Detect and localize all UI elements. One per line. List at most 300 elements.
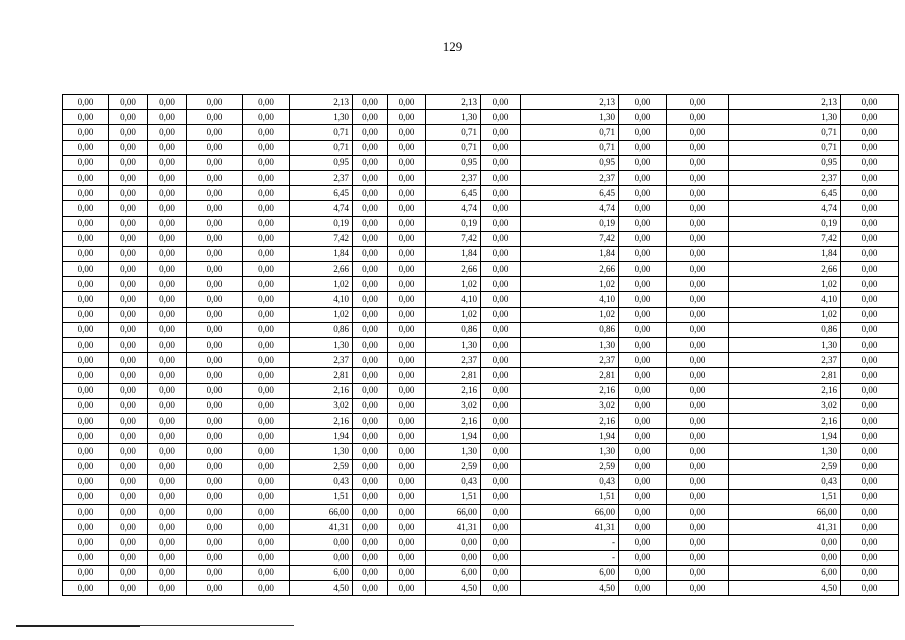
table-cell: 0,00 bbox=[187, 262, 243, 277]
table-cell: 0,95 bbox=[290, 155, 353, 170]
table-cell: 0,00 bbox=[353, 201, 388, 216]
table-cell: 0,00 bbox=[388, 216, 426, 231]
table-cell: 0,00 bbox=[148, 444, 187, 459]
table-cell: 0,00 bbox=[187, 581, 243, 596]
table-cell: 0,71 bbox=[729, 125, 841, 140]
table-cell: 0,00 bbox=[667, 489, 729, 504]
table-row bbox=[63, 383, 899, 398]
table-cell: 0,00 bbox=[388, 413, 426, 428]
table-cell: 0,00 bbox=[667, 292, 729, 307]
table-cell: 0,00 bbox=[841, 338, 899, 353]
table-cell: 0,00 bbox=[841, 231, 899, 246]
table-cell: 0,00 bbox=[148, 520, 187, 535]
table-cell: 0,00 bbox=[841, 429, 899, 444]
table-cell: 0,00 bbox=[109, 125, 148, 140]
table-cell: 0,00 bbox=[187, 186, 243, 201]
table-cell: 3,02 bbox=[290, 398, 353, 413]
table-cell: 0,00 bbox=[353, 277, 388, 292]
table-cell: 1,30 bbox=[521, 444, 619, 459]
table-cell: 1,51 bbox=[521, 489, 619, 504]
table-cell: 0,00 bbox=[481, 277, 521, 292]
table-cell: 0,00 bbox=[667, 110, 729, 125]
table-cell: 0,00 bbox=[841, 216, 899, 231]
table-cell: 0,00 bbox=[148, 170, 187, 185]
table-cell: 0,00 bbox=[481, 474, 521, 489]
table-cell: 0,00 bbox=[841, 550, 899, 565]
table-cell: 0,00 bbox=[353, 262, 388, 277]
table-cell: 0,00 bbox=[619, 246, 667, 261]
table-cell: 0,00 bbox=[667, 201, 729, 216]
table-cell: 0,00 bbox=[619, 307, 667, 322]
table-cell: 4,74 bbox=[521, 201, 619, 216]
table-cell: 0,00 bbox=[187, 338, 243, 353]
table-cell: 0,00 bbox=[388, 444, 426, 459]
table-cell: 0,00 bbox=[481, 262, 521, 277]
table-cell: 0,00 bbox=[388, 292, 426, 307]
table-cell: 0,86 bbox=[729, 322, 841, 337]
table-cell: 0,00 bbox=[148, 398, 187, 413]
table-cell: 0,00 bbox=[148, 459, 187, 474]
table-cell: 0,00 bbox=[243, 505, 290, 520]
table-cell: 0,00 bbox=[388, 231, 426, 246]
table-cell: 1,30 bbox=[426, 338, 481, 353]
table-cell: 0,00 bbox=[109, 565, 148, 580]
table-cell: 1,51 bbox=[290, 489, 353, 504]
table-cell: 0,00 bbox=[63, 216, 109, 231]
table-cell: 0,00 bbox=[388, 489, 426, 504]
table-cell: 0,00 bbox=[187, 550, 243, 565]
table-cell: 0,00 bbox=[109, 95, 148, 110]
table-cell: 0,00 bbox=[667, 520, 729, 535]
table-cell: 0,00 bbox=[243, 231, 290, 246]
table-cell: 0,19 bbox=[426, 216, 481, 231]
table-cell: 0,00 bbox=[667, 231, 729, 246]
table-cell: 0,00 bbox=[63, 186, 109, 201]
table-row bbox=[63, 459, 899, 474]
table-cell: 0,00 bbox=[426, 550, 481, 565]
table-cell: 0,00 bbox=[481, 383, 521, 398]
table-cell: 0,00 bbox=[667, 505, 729, 520]
table-cell: 0,00 bbox=[667, 95, 729, 110]
table-cell: 0,00 bbox=[109, 307, 148, 322]
table-cell: 0,00 bbox=[109, 155, 148, 170]
table-cell: 0,00 bbox=[619, 474, 667, 489]
table-cell: 0,00 bbox=[109, 140, 148, 155]
table-cell: 2,81 bbox=[729, 368, 841, 383]
table-cell: 0,00 bbox=[619, 140, 667, 155]
table-cell: 0,00 bbox=[187, 307, 243, 322]
table-cell: 4,10 bbox=[521, 292, 619, 307]
table-cell: 0,00 bbox=[63, 489, 109, 504]
table-cell: 0,00 bbox=[353, 383, 388, 398]
table-cell: 0,00 bbox=[187, 444, 243, 459]
table-cell: 0,00 bbox=[187, 353, 243, 368]
table-cell: 0,00 bbox=[63, 459, 109, 474]
table-cell: 0,00 bbox=[109, 110, 148, 125]
table-cell: 0,00 bbox=[667, 338, 729, 353]
table-cell: 6,00 bbox=[426, 565, 481, 580]
table-cell: 0,00 bbox=[729, 535, 841, 550]
table-cell: 0,00 bbox=[388, 474, 426, 489]
table-cell: 4,74 bbox=[729, 201, 841, 216]
table-cell: 0,00 bbox=[353, 140, 388, 155]
table-row bbox=[63, 292, 899, 307]
table-cell: 0,00 bbox=[667, 474, 729, 489]
table-cell: 0,19 bbox=[729, 216, 841, 231]
table-cell: 0,00 bbox=[243, 353, 290, 368]
table-cell: 0,00 bbox=[481, 550, 521, 565]
table-cell: 0,00 bbox=[148, 565, 187, 580]
table-cell: 0,00 bbox=[353, 550, 388, 565]
table-row bbox=[63, 216, 899, 231]
table-row bbox=[63, 368, 899, 383]
table-cell: 0,00 bbox=[388, 277, 426, 292]
table-row bbox=[63, 307, 899, 322]
table-cell: 4,50 bbox=[521, 581, 619, 596]
table-cell: 0,00 bbox=[109, 353, 148, 368]
table-cell: 0,00 bbox=[63, 277, 109, 292]
table-cell: 0,00 bbox=[187, 155, 243, 170]
table-cell: 0,00 bbox=[243, 535, 290, 550]
table-cell: 0,00 bbox=[187, 368, 243, 383]
table-cell: 0,00 bbox=[187, 565, 243, 580]
table-row bbox=[63, 110, 899, 125]
table-cell: 0,00 bbox=[481, 429, 521, 444]
table-cell: 0,00 bbox=[388, 429, 426, 444]
table-cell: 0,00 bbox=[619, 444, 667, 459]
table-cell: 0,00 bbox=[243, 413, 290, 428]
table-cell: 0,00 bbox=[353, 95, 388, 110]
table-cell: 6,45 bbox=[521, 186, 619, 201]
table-cell: 0,00 bbox=[667, 459, 729, 474]
table-cell: 1,30 bbox=[426, 444, 481, 459]
table-cell: 0,00 bbox=[353, 292, 388, 307]
table-cell: 0,00 bbox=[481, 565, 521, 580]
table-cell: 1,30 bbox=[521, 110, 619, 125]
table-cell: 0,00 bbox=[841, 353, 899, 368]
table-cell: 0,00 bbox=[667, 307, 729, 322]
table-cell: 0,00 bbox=[109, 292, 148, 307]
table-cell: 0,71 bbox=[426, 125, 481, 140]
table-cell: 0,00 bbox=[109, 413, 148, 428]
table-cell: 0,00 bbox=[187, 413, 243, 428]
table-cell: 0,00 bbox=[148, 125, 187, 140]
table-cell: 0,00 bbox=[388, 262, 426, 277]
table-cell: 0,71 bbox=[290, 125, 353, 140]
table-cell: 2,37 bbox=[729, 353, 841, 368]
table-row bbox=[63, 338, 899, 353]
table-cell: 0,00 bbox=[388, 383, 426, 398]
table-cell: 0,00 bbox=[481, 201, 521, 216]
table-cell: 0,00 bbox=[109, 474, 148, 489]
table-cell: 2,16 bbox=[521, 383, 619, 398]
table-cell: 0,00 bbox=[481, 459, 521, 474]
table-cell: 0,00 bbox=[841, 155, 899, 170]
table-cell: 0,00 bbox=[109, 216, 148, 231]
table-cell: 0,00 bbox=[148, 383, 187, 398]
table-cell: 2,16 bbox=[521, 413, 619, 428]
table-cell: 0,00 bbox=[841, 186, 899, 201]
table-cell: 0,00 bbox=[63, 292, 109, 307]
table-cell: 2,37 bbox=[290, 353, 353, 368]
table-cell: 0,43 bbox=[729, 474, 841, 489]
table-cell: 6,45 bbox=[729, 186, 841, 201]
table-cell: 0,00 bbox=[667, 125, 729, 140]
table-cell: 0,00 bbox=[243, 186, 290, 201]
table-row bbox=[63, 444, 899, 459]
table-cell: 0,00 bbox=[619, 489, 667, 504]
table-cell: 3,02 bbox=[426, 398, 481, 413]
table-cell: 0,00 bbox=[63, 338, 109, 353]
table-cell: 0,00 bbox=[243, 444, 290, 459]
table-cell: 0,00 bbox=[243, 125, 290, 140]
table-cell: 0,00 bbox=[619, 398, 667, 413]
table-cell: 0,00 bbox=[243, 489, 290, 504]
table-cell: 0,00 bbox=[481, 322, 521, 337]
table-cell: 0,00 bbox=[243, 216, 290, 231]
table-row bbox=[63, 413, 899, 428]
table-cell: 0,00 bbox=[187, 246, 243, 261]
table-cell: 0,00 bbox=[187, 170, 243, 185]
table-cell: 0,00 bbox=[841, 322, 899, 337]
table-cell: 1,94 bbox=[729, 429, 841, 444]
table-cell: 0,00 bbox=[388, 322, 426, 337]
table-row bbox=[63, 125, 899, 140]
table-cell: 4,50 bbox=[729, 581, 841, 596]
table-cell: 0,00 bbox=[481, 140, 521, 155]
table-cell: 0,00 bbox=[148, 95, 187, 110]
table-cell: 0,00 bbox=[353, 489, 388, 504]
table-cell: 0,00 bbox=[667, 398, 729, 413]
table-cell: 0,00 bbox=[619, 262, 667, 277]
table-cell: 0,00 bbox=[63, 170, 109, 185]
table-cell: 1,84 bbox=[290, 246, 353, 261]
table-cell: 0,00 bbox=[148, 262, 187, 277]
table-cell: 66,00 bbox=[521, 505, 619, 520]
table-cell: 0,00 bbox=[388, 520, 426, 535]
table-cell: 0,00 bbox=[667, 170, 729, 185]
table-row bbox=[63, 505, 899, 520]
table-cell: 0,00 bbox=[109, 520, 148, 535]
table-cell: 0,00 bbox=[148, 201, 187, 216]
table-row bbox=[63, 429, 899, 444]
table-cell: 0,00 bbox=[109, 338, 148, 353]
table-cell: 0,00 bbox=[667, 383, 729, 398]
table-cell: 0,00 bbox=[481, 505, 521, 520]
table-cell: 1,02 bbox=[290, 307, 353, 322]
table-cell: 0,43 bbox=[290, 474, 353, 489]
table-cell: 1,30 bbox=[729, 444, 841, 459]
table-cell: 0,00 bbox=[841, 489, 899, 504]
table-cell: 0,00 bbox=[481, 520, 521, 535]
table-cell: 0,00 bbox=[243, 459, 290, 474]
table-cell: 0,00 bbox=[63, 201, 109, 216]
table-cell: 0,00 bbox=[619, 565, 667, 580]
table-cell: 0,00 bbox=[619, 186, 667, 201]
table-cell: 0,00 bbox=[63, 398, 109, 413]
table-cell: 0,00 bbox=[667, 413, 729, 428]
table-cell: 7,42 bbox=[521, 231, 619, 246]
table-cell: 0,00 bbox=[353, 565, 388, 580]
table-cell: 0,86 bbox=[426, 322, 481, 337]
table-cell: 0,00 bbox=[148, 581, 187, 596]
table-cell: 0,00 bbox=[353, 110, 388, 125]
table-cell: 2,13 bbox=[426, 95, 481, 110]
table-cell: 0,00 bbox=[63, 550, 109, 565]
table-cell: 0,00 bbox=[388, 581, 426, 596]
table-cell: 0,00 bbox=[619, 535, 667, 550]
table-cell: 0,00 bbox=[353, 459, 388, 474]
table-cell: 1,02 bbox=[290, 277, 353, 292]
table-cell: 6,45 bbox=[290, 186, 353, 201]
table-cell: 0,00 bbox=[187, 383, 243, 398]
table-cell: 0,00 bbox=[481, 292, 521, 307]
table-cell: 0,00 bbox=[353, 398, 388, 413]
table-cell: 0,00 bbox=[148, 505, 187, 520]
table-cell: 0,00 bbox=[187, 474, 243, 489]
table-cell: 0,00 bbox=[243, 95, 290, 110]
table-cell: 0,00 bbox=[109, 201, 148, 216]
table-cell: 2,59 bbox=[729, 459, 841, 474]
table-cell: 0,00 bbox=[290, 535, 353, 550]
table-cell: 0,00 bbox=[63, 474, 109, 489]
table-cell: 0,71 bbox=[521, 125, 619, 140]
table-body bbox=[63, 95, 899, 596]
table-cell: 0,00 bbox=[388, 459, 426, 474]
table-cell: 0,00 bbox=[243, 474, 290, 489]
table-cell: 0,00 bbox=[243, 322, 290, 337]
table-cell: 0,00 bbox=[481, 125, 521, 140]
table-cell: 41,31 bbox=[729, 520, 841, 535]
table-cell: 0,00 bbox=[63, 581, 109, 596]
table-cell: 0,00 bbox=[63, 322, 109, 337]
table-cell: 1,84 bbox=[426, 246, 481, 261]
table-cell: 0,00 bbox=[388, 110, 426, 125]
table-cell: 1,51 bbox=[729, 489, 841, 504]
table-cell: 0,00 bbox=[63, 262, 109, 277]
table-cell: 0,00 bbox=[243, 277, 290, 292]
table-cell: 0,00 bbox=[481, 246, 521, 261]
table-row bbox=[63, 186, 899, 201]
table-cell: 0,00 bbox=[109, 459, 148, 474]
table-cell: 0,00 bbox=[841, 505, 899, 520]
table-cell: 2,37 bbox=[426, 353, 481, 368]
table-cell: 2,37 bbox=[521, 170, 619, 185]
table-cell: 0,00 bbox=[619, 383, 667, 398]
table-cell: 0,00 bbox=[148, 322, 187, 337]
table-cell: 6,45 bbox=[426, 186, 481, 201]
table-cell: 0,00 bbox=[353, 535, 388, 550]
table-cell: 4,10 bbox=[290, 292, 353, 307]
table-cell: 0,00 bbox=[243, 338, 290, 353]
table-cell: 66,00 bbox=[426, 505, 481, 520]
table-cell: 0,00 bbox=[148, 155, 187, 170]
table-cell: 0,00 bbox=[841, 444, 899, 459]
table-cell: 2,37 bbox=[426, 170, 481, 185]
table-cell: 0,00 bbox=[619, 277, 667, 292]
table-cell: 0,00 bbox=[187, 292, 243, 307]
table-cell: 0,86 bbox=[290, 322, 353, 337]
table-cell: 0,00 bbox=[243, 383, 290, 398]
table-cell: 0,00 bbox=[243, 550, 290, 565]
table-cell: 0,00 bbox=[619, 338, 667, 353]
table-cell: 0,00 bbox=[481, 170, 521, 185]
table-row bbox=[63, 520, 899, 535]
table-cell: 2,16 bbox=[290, 413, 353, 428]
table-cell: 0,00 bbox=[841, 535, 899, 550]
table-cell: 0,00 bbox=[63, 505, 109, 520]
table-cell: 0,00 bbox=[243, 565, 290, 580]
table-cell: 0,00 bbox=[353, 216, 388, 231]
table-cell: 0,00 bbox=[109, 489, 148, 504]
table-cell: 0,00 bbox=[187, 140, 243, 155]
table-cell: 0,00 bbox=[109, 505, 148, 520]
table-cell: 1,02 bbox=[426, 277, 481, 292]
table-cell: 0,00 bbox=[148, 277, 187, 292]
table-cell: 0,00 bbox=[667, 246, 729, 261]
table-cell: 0,00 bbox=[187, 505, 243, 520]
table-cell: 0,00 bbox=[619, 459, 667, 474]
table-cell: 0,00 bbox=[481, 155, 521, 170]
table-cell: 0,00 bbox=[187, 520, 243, 535]
table-cell: 0,00 bbox=[841, 110, 899, 125]
table-cell: 0,19 bbox=[290, 216, 353, 231]
table-cell: 0,00 bbox=[388, 550, 426, 565]
table-cell: 0,71 bbox=[426, 140, 481, 155]
table-cell: 2,66 bbox=[729, 262, 841, 277]
table-cell: 0,00 bbox=[148, 338, 187, 353]
table-cell: 0,00 bbox=[619, 155, 667, 170]
table-cell: 0,00 bbox=[388, 565, 426, 580]
table-cell: 0,00 bbox=[148, 307, 187, 322]
table-cell: 0,00 bbox=[109, 383, 148, 398]
table-cell: 0,00 bbox=[109, 186, 148, 201]
table-cell: 2,16 bbox=[426, 413, 481, 428]
table-cell: 0,00 bbox=[481, 338, 521, 353]
table-cell: 2,81 bbox=[426, 368, 481, 383]
table-cell: 0,00 bbox=[187, 201, 243, 216]
table-cell: 0,86 bbox=[521, 322, 619, 337]
table-cell: 0,00 bbox=[63, 368, 109, 383]
table-cell: 0,00 bbox=[353, 307, 388, 322]
table-cell: 0,00 bbox=[109, 550, 148, 565]
table-cell: 0,00 bbox=[619, 353, 667, 368]
table-row bbox=[63, 581, 899, 596]
table-cell: 0,00 bbox=[353, 246, 388, 261]
table-cell: 0,00 bbox=[63, 155, 109, 170]
table-cell: 0,00 bbox=[109, 231, 148, 246]
table-cell: 0,00 bbox=[109, 170, 148, 185]
table-cell: 0,00 bbox=[187, 125, 243, 140]
table-cell: 0,00 bbox=[619, 231, 667, 246]
table-cell: 0,00 bbox=[619, 429, 667, 444]
table-cell: 0,00 bbox=[481, 216, 521, 231]
table-cell: 0,00 bbox=[619, 170, 667, 185]
table-cell: 3,02 bbox=[729, 398, 841, 413]
table-cell: 0,00 bbox=[187, 398, 243, 413]
table-cell: 2,66 bbox=[521, 262, 619, 277]
table-cell: 1,02 bbox=[729, 277, 841, 292]
table-cell: 0,00 bbox=[243, 398, 290, 413]
page-number: 129 bbox=[442, 39, 463, 54]
table-cell: 0,00 bbox=[619, 95, 667, 110]
table-cell: 0,19 bbox=[521, 216, 619, 231]
table-cell: 2,16 bbox=[729, 413, 841, 428]
table-cell: 0,00 bbox=[667, 535, 729, 550]
table-cell: 0,00 bbox=[388, 505, 426, 520]
table-cell: 0,00 bbox=[243, 170, 290, 185]
table-cell: 0,00 bbox=[187, 535, 243, 550]
